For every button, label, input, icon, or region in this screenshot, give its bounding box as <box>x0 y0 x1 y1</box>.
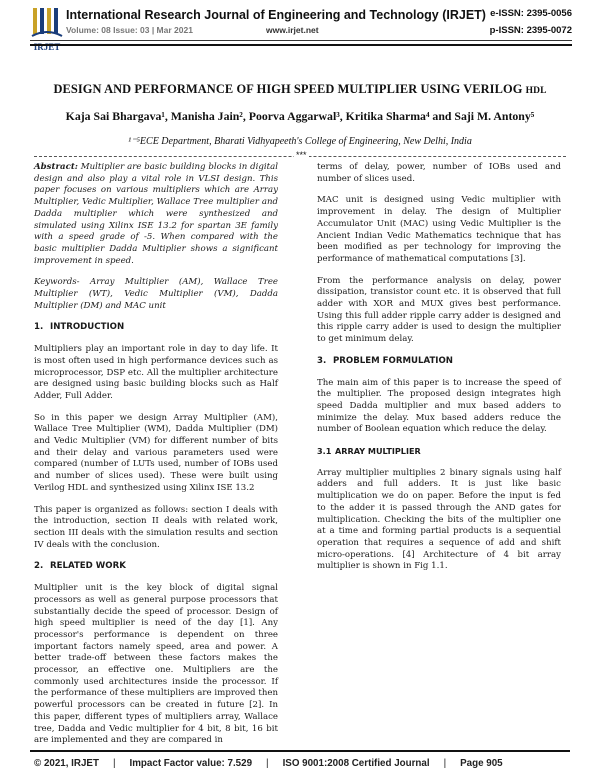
paragraph: This paper is organized as follows: section I deals with the introduction, section II deals with related work, section III deals with the simulation results and section IV deals with the conclusion. <box>34 504 278 550</box>
paper-title <box>0 82 600 97</box>
paragraph: The main aim of this paper is to increase the speed of the multiplier. The proposed design integrates high speed Dadda multiplier and mux based adders to minimize the delay. Mux based adders reduce the number of Boolean equation which reduce the delay. <box>317 377 561 435</box>
header-rule-thick <box>30 44 572 46</box>
section-title: INTRODUCTION <box>50 322 125 333</box>
section-number: 3. <box>317 355 327 366</box>
section-number: 2. <box>34 561 44 572</box>
subsection-title: ARRAY MULTIPLIER <box>335 446 421 457</box>
volume-issue: Volume: 08 Issue: 03 | Mar 2021 <box>66 25 193 35</box>
section-heading-introduction <box>34 322 278 334</box>
paragraph: terms of delay, power, number of IOBs used and number of slices used. <box>317 162 561 184</box>
paper-title-suffix: HDL <box>525 86 547 96</box>
paragraph: So in this paper we design Array Multiplier (AM), Wallace Tree Multiplier (WM), Dadda Multiplier (DM) and Vedic Multiplier (VM) for different number of bits and their delay and various parameters used were compared (number of LUTs used, number of IOBs used and number of slices used). These were built using Verilog HDL and synthesized using Xilinx ISE 13.2 <box>34 412 278 493</box>
section-divider <box>34 150 566 162</box>
paragraph: Multipliers play an important role in day to day life. It is most often used in high performance devices such as microprocessor, DSP etc. All the multiplier architecture are designed using basic building blocks such as Half Adder, Full Adder. <box>34 344 278 401</box>
footer-separator: | <box>266 758 269 769</box>
subsection-heading-array-multiplier <box>317 446 561 458</box>
paper-title-text: DESIGN AND PERFORMANCE OF HIGH SPEED MULTIPLIER USING VERILOG <box>53 82 526 96</box>
paragraph: Array multiplier multiplies 2 binary signals using half adders and full adders. It is just like basic multiplication we do on paper. Before the input is fed to the adder it is passed through the AND gates for multiplication. Checking the bits of the multiplier one at a time and forming partial products is a sequential operation that requires a sequence of add and shift micro-operations. [4] Architecture of 4 bit array multiplier is shown in Fig 1.1. <box>317 467 561 572</box>
divider-stars: *** <box>296 150 307 160</box>
paragraph: Multiplier unit is the key block of digital signal processors as well as general purpose processors that substantially decide the speed of processor. Design of high speed multiplier is need of the day [1]. Any processor's performance is dependent on three important factors namely speed, area and power. A better trade-off between these factors makes the processor, an effective one. Multipliers are the commonly used architectures inside the processor. If the performance of these multipliers are improved then powerful processors can be created in future [2]. In this paper, different types of multipliers array, Wallace tree, Dadda and Vedic multiplier for 4 bit, 8 bit, 16 bit are implemented and they are compared in <box>34 583 278 746</box>
section-title: PROBLEM FORMULATION <box>333 355 454 366</box>
footer-rule <box>30 750 570 752</box>
paragraph: From the performance analysis on delay, power dissipation, transistor count etc. it is observed that full adder with XOR and MUX gives best performance. Using this full adder ripple carry adder is designed and this ripple carry adder is used to design the multiplier to get minimum delay. <box>317 275 561 345</box>
keywords: Keywords- Array Multiplier (AM), Wallace Tree Multiplier (WT), Vedic Multiplier (VM), Dadda Multiplier (DM) and MAC unit <box>34 277 278 311</box>
author-list: Kaja Sai Bhargava¹, Manisha Jain², Poorva Aggarwal³, Kritika Sharma⁴ and Saji M. Antony⁵ <box>65 109 535 123</box>
logo-text: IRJET <box>33 42 61 52</box>
e-issn: e-ISSN: 2395-0056 <box>490 8 572 19</box>
journal-website-link[interactable]: www.irjet.net <box>266 25 319 35</box>
subsection-number: 3.1 <box>317 446 332 457</box>
footer-impact-factor: Impact Factor value: 7.529 <box>129 758 253 769</box>
footer-separator: | <box>443 758 447 769</box>
abstract-label: Abstract: <box>34 162 78 172</box>
footer-text <box>34 758 503 769</box>
journal-header <box>0 0 600 68</box>
left-column <box>34 162 278 757</box>
journal-title: International Research Journal of Engineering and Technology (IRJET) <box>66 8 486 22</box>
page-footer <box>30 750 570 770</box>
header-rule-thin <box>30 40 572 41</box>
affiliation: ¹⁻⁵ECE Department, Bharati Vidhyapeeth's College of Engineering, New Delhi, India <box>128 136 472 147</box>
paragraph: MAC unit is designed using Vedic multiplier with improvement in delay. The design of Multiplier Accumulator Unit (MAC) using Vedic Multiplier is the Ancient Indian Vedic Mathematics technique that has been modified as per technology for improving the performance of mathematical computations [3]. <box>317 195 561 264</box>
footer-page-number: Page 905 <box>460 758 503 769</box>
section-title: RELATED WORK <box>50 561 126 572</box>
footer-separator: | <box>112 758 116 769</box>
footer-copyright: © 2021, IRJET <box>34 758 99 769</box>
section-heading-problem-formulation <box>317 356 561 368</box>
abstract-text: Multiplier are basic building blocks in digital design and also play a vital role in VLSI design. This paper focuses on various multipliers which are Array Multiplier, Vedic Multiplier, Wallace Tree multiplier and Dadda multiplier which were synthesized and simulated using Xilinx ISE 13.2 for spartan 3E family with a speed grade of -5. When compared with the basic multiplier Dadda Multiplier shows a significant improvement in speed. <box>34 162 278 266</box>
section-number: 1. <box>34 322 44 333</box>
section-heading-related-work <box>34 561 278 573</box>
abstract <box>34 162 278 267</box>
right-column <box>317 162 561 583</box>
p-issn: p-ISSN: 2395-0072 <box>489 25 572 36</box>
footer-iso: ISO 9001:2008 Certified Journal <box>282 758 430 769</box>
irjet-logo <box>30 6 64 62</box>
